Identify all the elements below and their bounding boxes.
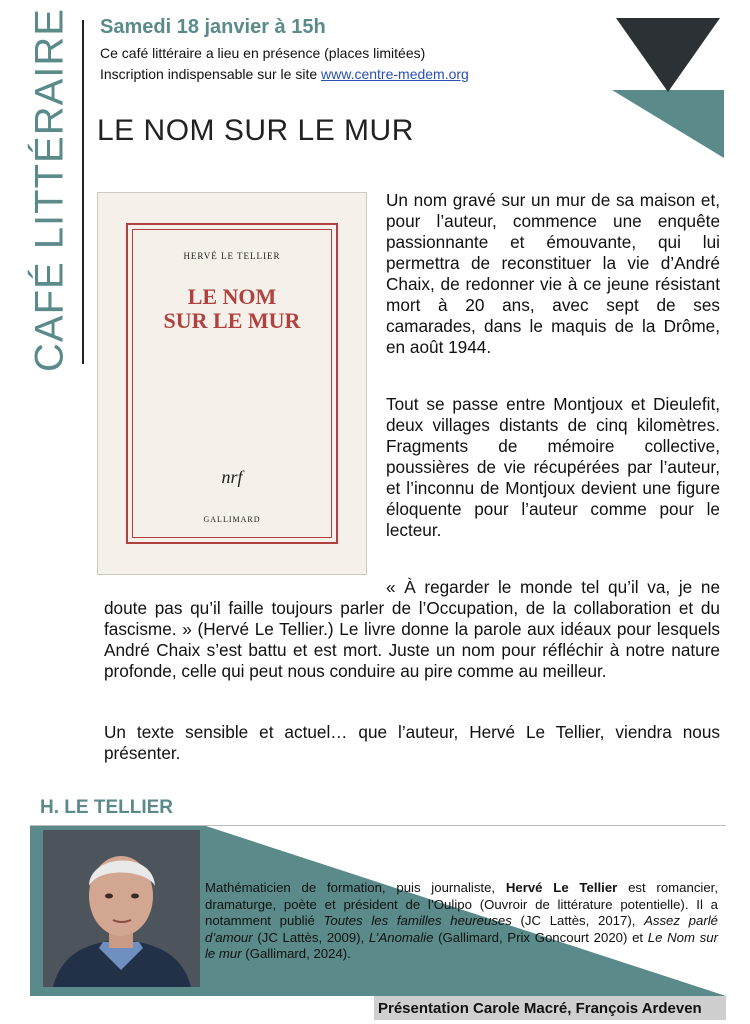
book-cover bbox=[97, 192, 367, 575]
side-divider bbox=[82, 20, 84, 364]
nrf-logo: nrf bbox=[221, 467, 243, 487]
side-label bbox=[22, 8, 78, 372]
event-date: Samedi 18 janvier à 15h bbox=[100, 16, 326, 38]
cover-publisher: GALLIMARD bbox=[203, 515, 261, 524]
side-label-text: CAFÉ LITTÉRAIRE bbox=[27, 8, 72, 372]
bio-book-3: L’Anomalie bbox=[368, 929, 434, 945]
author-heading: H. LE TELLIER bbox=[40, 797, 173, 818]
cover-frame-inner bbox=[132, 229, 332, 538]
paragraph-4: Un texte sensible et actuel… que l’auteur, Hervé Le Tellier, viendra nous présenter. bbox=[104, 722, 720, 763]
info-line-2-text: Inscription indispensable sur le site bbox=[100, 66, 322, 82]
page-title: LE NOM SUR LE MUR bbox=[97, 114, 414, 147]
portrait-image bbox=[43, 830, 200, 987]
teal-triangle bbox=[612, 90, 724, 158]
bio-book-1: Toutes les familles heureuses bbox=[323, 913, 512, 928]
website-link[interactable]: www.centre-medem.org bbox=[321, 66, 469, 82]
bio-book-4: Le Nom sur le mur bbox=[205, 929, 718, 961]
bio-author-name: Hervé Le Tellier bbox=[505, 880, 618, 895]
info-line-1: Ce café littéraire a lieu en présence (places limitées) bbox=[100, 45, 426, 61]
cover-title bbox=[98, 285, 366, 333]
dark-triangle bbox=[616, 18, 720, 92]
bio-text-2: est romancier, dramaturge, poète et président de l’Oulipo (Ouvroir de littérature potentielle). Il a notamment publié bbox=[205, 880, 718, 928]
bio-book-2: Assez parlé d’amour bbox=[205, 913, 718, 945]
cover-title-line1: LE NOM bbox=[187, 284, 277, 309]
bio-text-4: (JC Lattès, 2009), bbox=[252, 929, 369, 945]
bio-text-3: (JC Lattès, 2017), bbox=[511, 913, 645, 928]
author-photo bbox=[43, 830, 200, 987]
paragraph-3: « À regarder le monde tel qu’il va, je ne doute pas qu’il faille toujours parler de l’Occupation, de la collaboration et du fascisme. » (Hervé Le Tellier.) Le livre donne la parole aux idéaux pour lesquels André Chaix s’est battu et est mort. Juste un nom pour réfléchir à notre nature profonde, celle qui peut nous conduire au pire comme au meilleur. bbox=[104, 577, 720, 681]
cover-author: HERVÉ LE TELLIER bbox=[183, 251, 281, 261]
presentation-credits: Présentation Carole Macré, François Ardeven bbox=[378, 1000, 702, 1017]
corner-decoration bbox=[612, 18, 724, 158]
bio-text-1: Mathématicien de formation, puis journaliste, bbox=[205, 880, 506, 895]
author-bio bbox=[205, 880, 718, 963]
bio-text-6: (Gallimard, 2024). bbox=[241, 946, 351, 961]
bio-text-5: (Gallimard, Prix Goncourt 2020) et bbox=[433, 929, 648, 945]
cover-title-line2: SUR LE MUR bbox=[163, 308, 301, 333]
info-line-2 bbox=[100, 66, 469, 82]
paragraph-1: Un nom gravé sur un mur de sa maison et, pour l’auteur, commence une enquête passionnante et émouvante, qui lui permettra de reconstituer la vie d’André Chaix, de redonner vie à ce jeune résistant mort à 20 ans, avec sept de ses camarades, dans le maquis de la Drôme, en août 1944. bbox=[386, 190, 720, 357]
paragraph-2: Tout se passe entre Montjoux et Dieulefit, deux villages distants de cinq kilomètres. Fragments de mémoire collective, poussières de vie récupérées par l’auteur, et l’inconnu de Montjoux devient une figure éloquente pour l’auteur comme pour le lecteur. bbox=[386, 394, 720, 540]
